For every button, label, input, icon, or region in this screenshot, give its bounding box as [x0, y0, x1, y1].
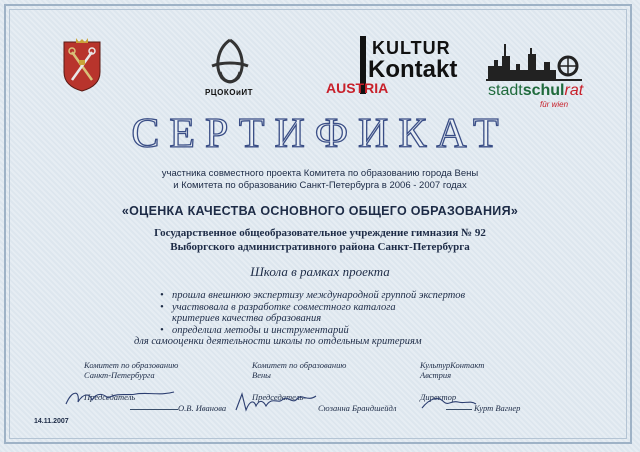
list-item-text: определила методы и инструментарий	[172, 324, 349, 336]
school-in-project-heading: Школа в рамках проекта	[250, 264, 390, 279]
bullet-icon: •	[160, 324, 164, 336]
signatory-org: Вены	[252, 370, 271, 380]
kulturkontakt-kontakt: Kontakt	[368, 56, 458, 83]
list-item	[160, 302, 540, 325]
signatory-org: КультурКонтакт	[420, 360, 485, 370]
project-name: «ОЦЕНКА КАЧЕСТВА ОСНОВНОГО ОБЩЕГО ОБРАЗОВАНИЯ»	[121, 204, 519, 218]
school-line: Выборгского административного района Санкт-Петербурга	[170, 241, 470, 253]
signatory-role: Председатель	[84, 392, 136, 402]
bullet-icon: •	[160, 290, 164, 301]
stadtschulrat-wordmark	[488, 82, 583, 100]
signatory-org: Комитет по образованию	[252, 360, 347, 370]
signature-line	[130, 409, 178, 410]
signatory-name: О.В. Иванова	[178, 403, 227, 413]
signatory-role: Директор	[420, 392, 457, 402]
kulturkontakt-austria: AUSTRIA	[326, 80, 389, 96]
participant-subtitle	[0, 168, 640, 192]
stadtschulrat-for-wien: für wien	[540, 100, 569, 109]
signatory-name: Курт Вагнер	[474, 403, 521, 413]
signatory-name: Сюзанна Брандшейдл	[318, 403, 397, 413]
stadtschulrat-logo	[484, 36, 584, 108]
signature-spb-icon	[62, 386, 182, 410]
list-item-text: критериев качества образования	[172, 313, 322, 324]
spb-coat-of-arms-icon	[62, 38, 102, 92]
subtitle-line: участника совместного проекта Комитета по образованию города Вены	[161, 168, 479, 179]
list-item-text: участвовала в разработке совместного каталога	[172, 301, 396, 313]
stadtschulrat-schul: schul	[522, 82, 565, 99]
stadtschulrat-rat: rat	[564, 82, 584, 99]
list-item	[160, 290, 540, 302]
signature-line	[446, 409, 472, 410]
school-line: Государственное общеобразовательное учреждение гимназия № 92	[154, 227, 486, 239]
school-name	[0, 226, 640, 254]
list-item-text: для самооценки деятельности школы по отдельным критериям	[134, 336, 422, 347]
certificate-title: СЕРТИФИКАТ	[131, 111, 509, 157]
issue-date: 14.11.2007	[34, 418, 69, 425]
signatory-org: Австрия	[420, 370, 452, 380]
signature-vienna-icon	[232, 390, 322, 414]
list-item-text: прошла внешнюю экспертизу международной группой экспертов	[172, 290, 466, 301]
bullet-icon: •	[160, 301, 164, 313]
rcoko-logo-icon	[200, 36, 260, 88]
signatory-role: Председатель—	[252, 392, 311, 402]
kulturkontakt-logo	[326, 36, 458, 98]
vienna-skyline-icon	[484, 36, 584, 82]
stadtschulrat-stadt: stadt	[488, 82, 523, 99]
rcoko-label: РЦОКОиИТ	[204, 88, 254, 97]
list-item	[134, 324, 540, 348]
subtitle-line: и Комитета по образованию Санкт-Петербурга в 2006 - 2007 годах	[173, 180, 467, 191]
kulturkontakt-kultur: KULTUR	[372, 38, 451, 58]
signatory-org: Комитет по образованию	[84, 360, 179, 370]
achievements-list	[134, 290, 540, 348]
signatory-org: Санкт-Петербурга	[84, 370, 155, 380]
